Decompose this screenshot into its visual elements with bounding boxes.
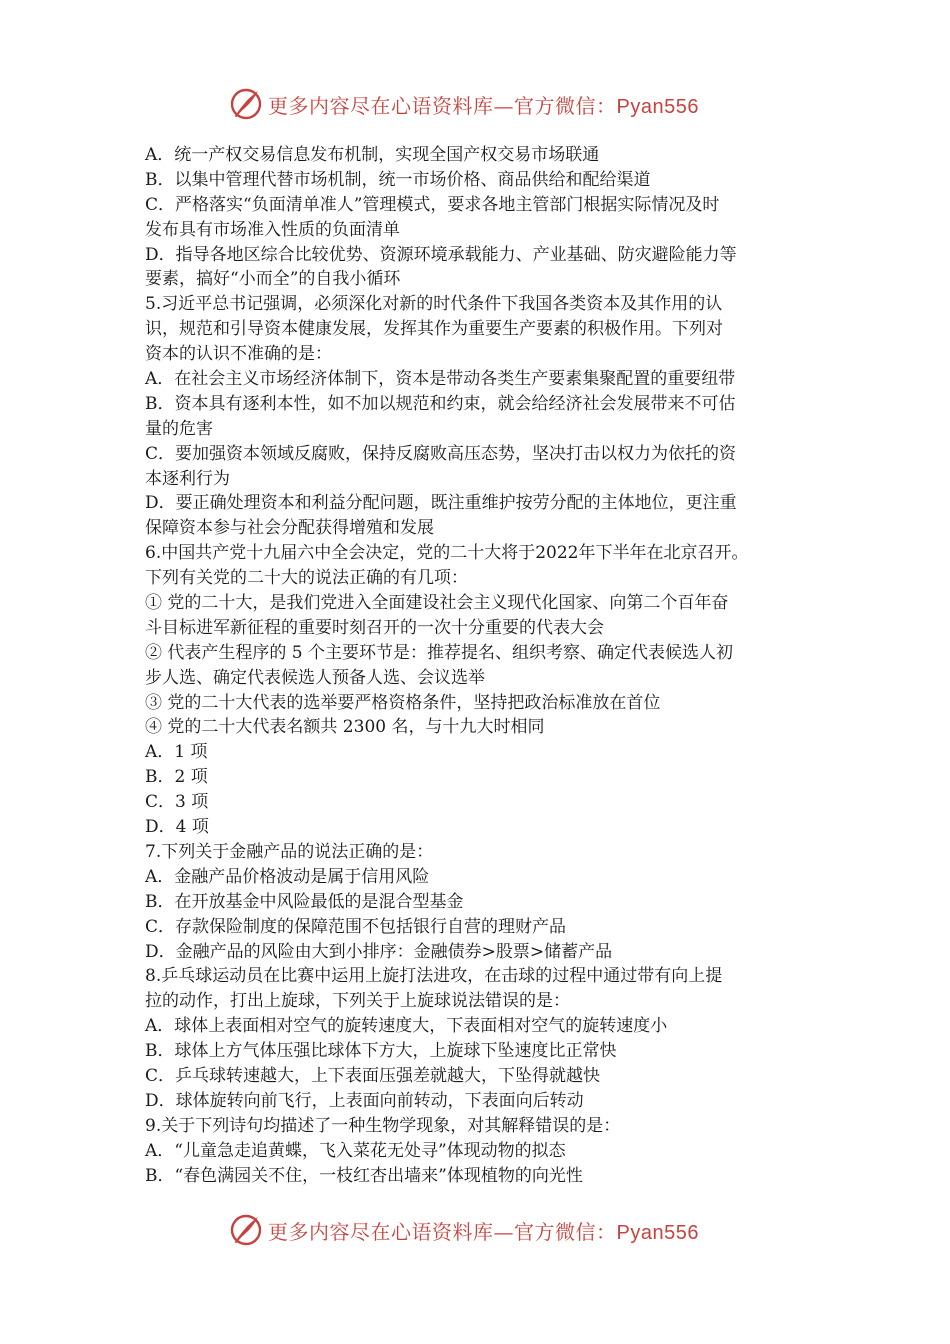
footer-banner [228,1210,748,1250]
text-line: 要素，搞好“小而全”的自我小循环 [145,269,401,290]
document-body [145,143,825,1188]
text-line: 识，规范和引导资本健康发展，发挥其作为重要生产要素的积极作用。下列对 [145,319,723,340]
text-line: C．存款保险制度的保障范围不包括银行自营的理财产品 [145,916,567,937]
quill-pen-circle-icon [228,1212,264,1248]
text-line: B．在开放基金中风险最低的是混合型基金 [145,891,464,912]
header-banner-text [268,90,699,119]
text-line: ③ 党的二十大代表的选举要严格资格条件，坚持把政治标准放在首位 [145,692,661,713]
header-banner-label: 更多内容尽在心语资料库—官方微信： [268,93,617,118]
text-line: ② 代表产生程序的 5 个主要环节是：推荐提名、组织考察、确定代表候选人初 [145,642,734,663]
footer-banner-text [268,1216,699,1245]
text-line: B．2 项 [145,767,208,788]
text-line: B．球体上方气体压强比球体下方大，上旋球下坠速度比正常快 [145,1041,617,1062]
text-line: A．1 项 [145,742,208,763]
text-line: ① 党的二十大，是我们党进入全面建设社会主义现代化国家、向第二个百年奋 [145,593,729,614]
text-line: 6.中国共产党十九届六中全会决定，党的二十大将于2022年下半年在北京召开。 [145,543,749,564]
text-line: C．3 项 [145,792,209,813]
text-line: D．金融产品的风险由大到小排序：金融债券>股票>储蓄产品 [145,941,613,962]
text-line: 斗目标进军新征程的重要时刻召开的一次十分重要的代表大会 [145,617,604,638]
text-line: B．资本具有逐利本性，如不加以规范和约束，就会给经济社会发展带来不可估 [145,393,736,414]
text-line: 5.习近平总书记强调，必须深化对新的时代条件下我国各类资本及其作用的认 [145,294,723,315]
text-line: 本逐利行为 [145,468,230,489]
text-line: A．统一产权交易信息发布机制，实现全国产权交易市场联通 [145,145,600,165]
text-line: B．“春色满园关不住，一枝红杏出墙来”体现植物的向光性 [145,1165,583,1186]
text-line: D．要正确处理资本和利益分配问题，既注重维护按劳分配的主体地位，更注重 [145,493,737,514]
text-line: A．球体上表面相对空气的旋转速度大，下表面相对空气的旋转速度小 [145,1016,668,1037]
text-line: A．金融产品价格波动是属于信用风险 [145,866,430,887]
text-line: 7.下列关于金融产品的说法正确的是： [145,841,434,862]
text-line: D．指导各地区综合比较优势、资源环境承载能力、产业基础、防灾避险能力等 [145,244,737,265]
text-line: 资本的认识不准确的是： [145,344,332,365]
footer-wechat-id: Pyan556 [616,1221,699,1244]
text-line: A．“儿童急走追黄蝶，飞入菜花无处寻”体现动物的拟态 [145,1140,566,1161]
text-line: 9.关于下列诗句均描述了一种生物学现象，对其解释错误的是： [145,1115,621,1136]
header-wechat-id: Pyan556 [616,95,699,118]
text-line: A．在社会主义市场经济体制下，资本是带动各类生产要素集聚配置的重要纽带 [145,369,736,390]
quill-pen-circle-icon [228,86,264,122]
text-line: B．以集中管理代替市场机制，统一市场价格、商品供给和配给渠道 [145,169,651,190]
footer-banner-label: 更多内容尽在心语资料库—官方微信： [268,1219,617,1244]
text-line: D．4 项 [145,817,209,838]
text-line: 发布具有市场准入性质的负面清单 [145,219,400,240]
text-line: C．要加强资本领域反腐败，保持反腐败高压态势，坚决打击以权力为依托的资 [145,443,737,464]
text-line: 8.乒乓球运动员在比赛中运用上旋打法进攻，在击球的过程中通过带有向上提 [145,966,723,987]
text-line: 拉的动作，打出上旋球，下列关于上旋球说法错误的是： [145,991,570,1012]
text-line: C．严格落实“负面清单准人”管理模式，要求各地主管部门根据实际情况及时 [145,194,720,215]
text-line: C．乒乓球转速越大，上下表面压强差就越大，下坠得就越快 [145,1065,601,1086]
text-line: ④ 党的二十大代表名额共 2300 名，与十九大时相同 [145,717,545,738]
text-line: 下列有关党的二十大的说法正确的有几项： [145,568,468,589]
text-line: D．球体旋转向前飞行，上表面向前转动，下表面向后转动 [145,1090,584,1111]
text-line: 量的危害 [145,418,213,439]
header-banner [228,84,748,124]
text-line: 步人选、确定代表候选人预备人选、会议选举 [145,667,485,688]
text-line: 保障资本参与社会分配获得增殖和发展 [145,518,434,539]
